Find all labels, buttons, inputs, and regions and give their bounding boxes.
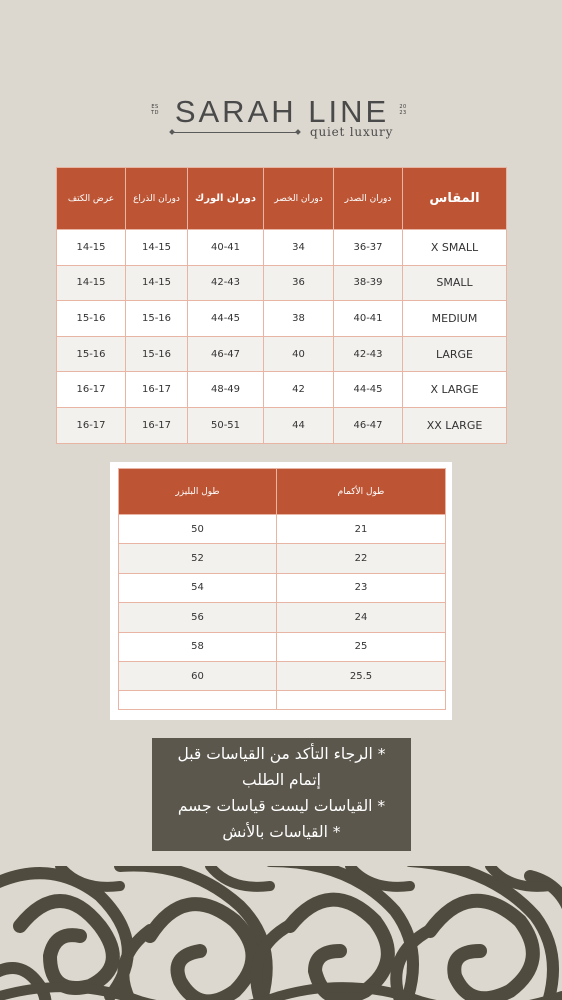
cell-arm: 15-16 [126,301,188,337]
cell-arm: 14-15 [126,265,188,301]
cell-hip: 42-43 [188,265,264,301]
cell-waist: 36 [264,265,334,301]
cell-shoulder: 14-15 [57,230,126,266]
cell-blazer-length: 56 [119,603,277,632]
table-row [57,336,507,372]
cell-chest: 46-47 [334,407,403,443]
cell-hip: 46-47 [188,336,264,372]
table-row [119,661,446,690]
table-row [119,515,446,544]
length-chart-header-row [119,469,446,515]
cell-chest: 36-37 [334,230,403,266]
note-line-check: * الرجاء التأكد من القياسات قبل [177,745,386,763]
cell-size: LARGE [403,336,507,372]
cell-empty [277,691,446,710]
table-row [57,230,507,266]
length-chart-card [110,462,452,720]
cell-waist: 40 [264,336,334,372]
logo-divider [172,132,298,133]
length-chart-table [118,468,446,710]
cell-hip: 44-45 [188,301,264,337]
table-row [57,301,507,337]
cell-size: X LARGE [403,372,507,408]
cell-arm: 16-17 [126,407,188,443]
brand-logo [150,94,420,144]
cell-size: MEDIUM [403,301,507,337]
header-size: المقاس [403,168,507,230]
note-line-not-body: * القياسات ليست قياسات جسم [177,797,386,815]
logo-tagline: quiet luxury [310,125,394,139]
cell-arm: 16-17 [126,372,188,408]
table-row [119,632,446,661]
cell-chest: 38-39 [334,265,403,301]
table-row [119,544,446,573]
header-arm: دوران الذراع [126,168,188,230]
cell-shoulder: 14-15 [57,265,126,301]
cell-chest: 42-43 [334,336,403,372]
swirl-pattern-graphic [0,866,562,1000]
cell-waist: 34 [264,230,334,266]
cell-waist: 38 [264,301,334,337]
cell-size: SMALL [403,265,507,301]
cell-blazer-length: 50 [119,515,277,544]
table-row [119,603,446,632]
header-chest: دوران الصدر [334,168,403,230]
logo-brand-name: SARAH LINE [174,94,390,129]
cell-blazer-length: 54 [119,573,277,602]
logo-est-label: ES TD [151,104,159,116]
cell-chest: 44-45 [334,372,403,408]
size-chart-table [56,167,507,444]
header-blazer-length: طول البليزر [119,469,277,515]
cell-waist: 42 [264,372,334,408]
cell-size: XX LARGE [403,407,507,443]
measurement-notes-box [152,738,411,851]
cell-waist: 44 [264,407,334,443]
table-row-empty [119,691,446,710]
cell-hip: 50-51 [188,407,264,443]
cell-arm: 14-15 [126,230,188,266]
note-line-inches: * القياسات بالأنش [222,823,341,841]
cell-sleeve-length: 22 [277,544,446,573]
table-row [119,573,446,602]
cell-shoulder: 15-16 [57,301,126,337]
cell-shoulder: 16-17 [57,372,126,408]
cell-blazer-length: 58 [119,632,277,661]
decorative-swirl-pattern [0,866,562,1000]
cell-size: X SMALL [403,230,507,266]
table-row [57,407,507,443]
cell-sleeve-length: 25.5 [277,661,446,690]
cell-chest: 40-41 [334,301,403,337]
cell-sleeve-length: 23 [277,573,446,602]
header-hip: دوران الورك [188,168,264,230]
cell-empty [119,691,277,710]
cell-hip: 48-49 [188,372,264,408]
cell-shoulder: 15-16 [57,336,126,372]
header-shoulder: عرض الكتف [57,168,126,230]
cell-arm: 15-16 [126,336,188,372]
cell-shoulder: 16-17 [57,407,126,443]
cell-hip: 40-41 [188,230,264,266]
table-row [57,372,507,408]
table-row [57,265,507,301]
cell-sleeve-length: 21 [277,515,446,544]
cell-blazer-length: 60 [119,661,277,690]
logo-year-label: 20 23 [399,104,407,116]
size-chart-header-row [57,168,507,230]
header-waist: دوران الخصر [264,168,334,230]
cell-sleeve-length: 24 [277,603,446,632]
header-sleeve-length: طول الأكمام [277,469,446,515]
note-line-order: إتمام الطلب [242,771,321,789]
cell-sleeve-length: 25 [277,632,446,661]
cell-blazer-length: 52 [119,544,277,573]
